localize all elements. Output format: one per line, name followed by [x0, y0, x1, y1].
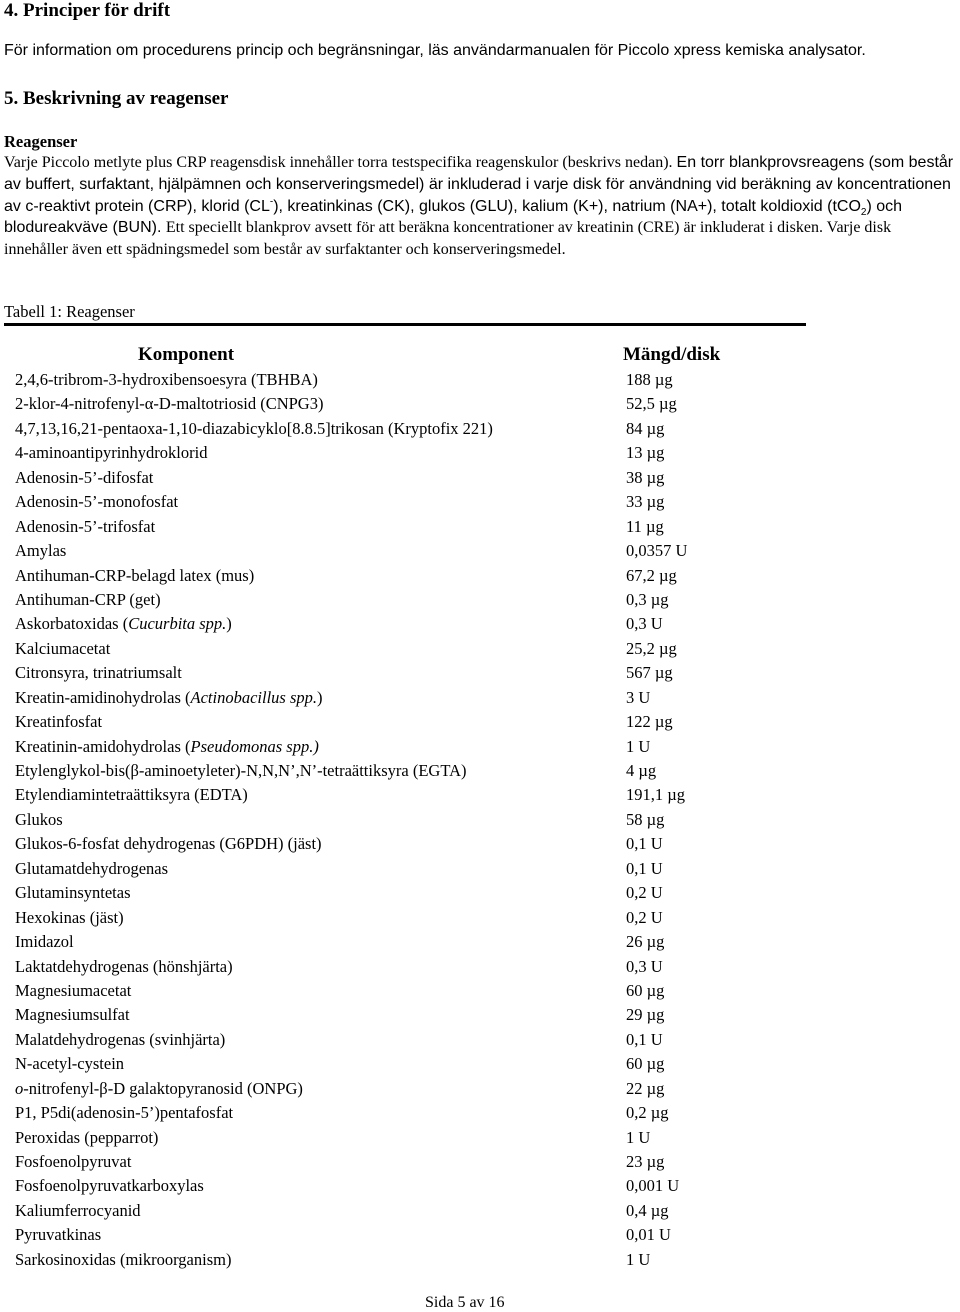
component-text: Citronsyra, trinatriumsalt: [15, 663, 182, 683]
component-text: Glukos: [15, 809, 63, 829]
table-row: [0, 663, 960, 687]
component-text: Sarkosinoxidas (mikroorganism): [15, 1249, 232, 1269]
page-number: Sida 5 av 16: [425, 1294, 505, 1311]
table-row: [0, 419, 960, 443]
amount-per-disk: 0,2 U: [626, 883, 663, 903]
component-text: Kreatin-amidinohydrolas (: [15, 687, 191, 707]
table-caption: Tabell 1: Reagenser: [4, 302, 135, 321]
component-name: [15, 712, 102, 732]
amount-per-disk: 0,1 U: [626, 834, 663, 854]
component-text: Peroxidas (pepparrot): [15, 1127, 159, 1147]
table-row: [0, 639, 960, 663]
component-text: Fosfoenolpyruvatkarboxylas: [15, 1176, 204, 1196]
component-text: Pyruvatkinas: [15, 1225, 102, 1245]
table-row: [0, 981, 960, 1005]
component-name: [15, 468, 153, 488]
component-name: [15, 1128, 158, 1148]
component-name: [15, 443, 207, 463]
table-row: [0, 1250, 960, 1274]
table-row: [0, 859, 960, 883]
component-text: Imidazol: [15, 932, 74, 952]
table-row: [0, 614, 960, 638]
amount-per-disk: 0,2 U: [626, 907, 663, 927]
component-name: [15, 541, 66, 561]
amount-per-disk: 33 µg: [626, 492, 665, 512]
component-text: Laktatdehydrogenas (hönshjärta): [15, 956, 233, 976]
component-name: [15, 688, 323, 708]
table-row: [0, 1176, 960, 1200]
table-top-rule: [4, 323, 806, 326]
component-text: Antihuman-CRP (get): [15, 589, 161, 609]
table-row: [0, 443, 960, 467]
component-text: Kaliumferrocyanid: [15, 1200, 141, 1220]
component-text-suffix: ): [226, 614, 232, 634]
component-italic-text: o: [15, 1078, 24, 1098]
component-text: Antihuman-CRP-belagd latex (mus): [15, 565, 255, 585]
table-row: [0, 810, 960, 834]
amount-per-disk: 60 µg: [626, 980, 665, 1000]
table-row: [0, 688, 960, 712]
table-row: [0, 761, 960, 785]
table-row: [0, 908, 960, 932]
component-text: Fosfoenolpyruvat: [15, 1152, 132, 1171]
table-row: [0, 590, 960, 614]
component-italic-text: Cucurbita spp.: [128, 614, 227, 634]
column-header-amount: Mängd/disk: [623, 344, 721, 365]
amount-per-disk: 23 µg: [626, 1152, 665, 1171]
table-row: [0, 1128, 960, 1152]
table-row: [0, 1030, 960, 1054]
amount-per-disk: 0,4 µg: [626, 1200, 669, 1220]
amount-per-disk: 122 µg: [626, 712, 673, 732]
amount-per-disk: 191,1 µg: [626, 785, 686, 805]
component-text: P1, P5di(adenosin-5’)pentafosfat: [15, 1103, 234, 1123]
table-row: [0, 737, 960, 761]
table-row: [0, 468, 960, 492]
component-name: [15, 761, 467, 781]
component-name: [15, 1005, 130, 1025]
table-row: [0, 541, 960, 565]
component-name: [15, 663, 182, 683]
section-5-heading: 5. Beskrivning av reagenser: [4, 88, 229, 109]
component-name: [15, 908, 124, 928]
table-row: [0, 1201, 960, 1225]
co2-subscript: 2: [860, 206, 867, 218]
amount-per-disk: 0,001 U: [626, 1176, 680, 1196]
component-text: Glukos-6-fosfat dehydrogenas (G6PDH) (jäst): [15, 834, 322, 854]
component-name: [15, 1103, 233, 1123]
component-name: [15, 1176, 204, 1196]
amount-per-disk: 1 U: [626, 736, 651, 756]
component-name: [15, 834, 322, 854]
reagents-subheading: Reagenser: [4, 132, 78, 151]
component-name: [15, 810, 63, 830]
component-name: [15, 419, 493, 439]
component-name: [15, 614, 232, 634]
amount-per-disk: 29 µg: [626, 1005, 665, 1025]
reagents-text-2a: En torr blankprovsreagens (som består av buffert, surfaktant, hjälpämnen och konserveringsmedel) är inkluderad i varje disk för användning vid beräkning av koncentrationen av c-reaktivt protein (CRP), klorid (CL: [4, 154, 954, 215]
amount-per-disk: 0,01 U: [626, 1225, 671, 1245]
table-row: [0, 566, 960, 590]
component-italic-text: Actinobacillus spp.: [190, 687, 317, 707]
amount-per-disk: 3 U: [626, 687, 651, 707]
component-text: 4-aminoantipyrinhydroklorid: [15, 443, 208, 463]
component-name: [15, 1054, 124, 1074]
component-name: [15, 590, 161, 610]
component-name: [15, 1250, 231, 1270]
amount-per-disk: 22 µg: [626, 1078, 665, 1098]
component-name: [15, 883, 130, 903]
component-text: Glutaminsyntetas: [15, 883, 131, 903]
component-name: [15, 639, 110, 659]
component-text: Magnesiumacetat: [15, 980, 132, 1000]
component-name: [15, 1030, 225, 1050]
component-name: [15, 1201, 141, 1221]
amount-per-disk: 188 µg: [626, 370, 673, 389]
table-row: [0, 1054, 960, 1078]
table-row: [0, 785, 960, 809]
reagents-text-1: Varje Piccolo metlyte plus CRP reagensdisk innehåller torra testspecifika reagenskulor (beskrivs nedan).: [4, 154, 677, 171]
section-4-heading: 4. Principer för drift: [4, 0, 171, 21]
amount-per-disk: 26 µg: [626, 932, 665, 952]
table-row: [0, 712, 960, 736]
component-name: [15, 859, 168, 879]
component-text-suffix: -nitrofenyl-β-D galaktopyranosid (ONPG): [23, 1078, 303, 1098]
component-name: [15, 517, 155, 537]
table-row: [0, 883, 960, 907]
component-text: N-acetyl-cystein: [15, 1054, 125, 1074]
amount-per-disk: 1 U: [626, 1127, 651, 1147]
component-name: [15, 1079, 303, 1099]
amount-per-disk: 0,0357 U: [626, 541, 688, 561]
amount-per-disk: 67,2 µg: [626, 565, 677, 585]
component-text: Hexokinas (jäst): [15, 907, 124, 927]
component-name: [15, 785, 248, 805]
component-text: Adenosin-5’-monofosfat: [15, 492, 179, 512]
amount-per-disk: 13 µg: [626, 443, 665, 463]
table-row: [0, 1225, 960, 1249]
component-italic-text: Pseudomonas spp.): [190, 736, 319, 756]
amount-per-disk: 1 U: [626, 1249, 651, 1269]
component-name: [15, 394, 323, 414]
component-text: 4,7,13,16,21-pentaoxa-1,10-diazabicyklo[8.8.5]trikosan (Kryptofix 221): [15, 418, 493, 438]
component-text: Kreatinfosfat: [15, 712, 103, 732]
table-row: [0, 1005, 960, 1029]
amount-per-disk: 25,2 µg: [626, 638, 677, 658]
amount-per-disk: 0,2 µg: [626, 1103, 669, 1123]
component-text: 2-klor-4-nitrofenyl-α-D-maltotriosid (CNPG3): [15, 394, 324, 414]
reagents-text-3: Ett speciellt blankprov avsett för att beräkna koncentrationer av kreatinin (CRE) är inkluderat i disken. Varje disk innehåller även ett spädningsmedel som består av surfaktanter och konserveringsmedel.: [4, 219, 892, 259]
component-text: Magnesiumsulfat: [15, 1005, 130, 1025]
component-text-suffix: ): [317, 687, 323, 707]
component-name: [15, 492, 178, 512]
amount-per-disk: 0,3 U: [626, 614, 663, 634]
table-row: [0, 1079, 960, 1103]
component-name: [15, 566, 254, 586]
component-name: [15, 370, 318, 390]
amount-per-disk: 0,3 µg: [626, 589, 669, 609]
component-name: [15, 737, 319, 757]
component-name: [15, 932, 74, 952]
component-name: [15, 981, 131, 1001]
table-row: [0, 932, 960, 956]
amount-per-disk: 4 µg: [626, 761, 657, 780]
amount-per-disk: 52,5 µg: [626, 394, 677, 414]
table-row: [0, 492, 960, 516]
amount-per-disk: 11 µg: [626, 516, 664, 536]
component-text: 2,4,6-tribrom-3-hydroxibensoesyra (TBHBA): [15, 370, 318, 389]
component-name: [15, 1152, 131, 1172]
amount-per-disk: 84 µg: [626, 418, 665, 438]
component-text: Askorbatoxidas (: [15, 614, 129, 634]
table-row: [0, 1152, 960, 1176]
component-text: Kalciumacetat: [15, 638, 111, 658]
amount-per-disk: 0,3 U: [626, 956, 663, 976]
component-text: Adenosin-5’-trifosfat: [15, 516, 156, 536]
component-text: Adenosin-5’-difosfat: [15, 467, 154, 487]
reagents-text-2c: ) och blodureakväve (BUN).: [4, 197, 903, 237]
table-row: [0, 1103, 960, 1127]
table-row: [0, 370, 960, 394]
component-text: Etylenglykol-bis(β-aminoetyleter)-N,N,N’,N’-tetraättiksyra (EGTA): [15, 761, 467, 780]
amount-per-disk: 567 µg: [626, 663, 673, 683]
table-row: [0, 834, 960, 858]
chloride-superscript: -: [269, 196, 274, 208]
column-header-component: Komponent: [138, 344, 235, 365]
reagent-table: [0, 370, 960, 1274]
component-text: Kreatinin-amidohydrolas (: [15, 736, 191, 756]
component-text: Amylas: [15, 541, 67, 561]
component-name: [15, 1225, 101, 1245]
component-text: Glutamatdehydrogenas: [15, 858, 169, 878]
reagents-description: [4, 152, 954, 261]
table-row: [0, 957, 960, 981]
section-4-text: För information om procedurens princip och begränsningar, läs användarmanualen för Piccolo xpress kemiska analysator.: [4, 42, 866, 59]
table-row: [0, 394, 960, 418]
reagents-text-2b: ), kreatinkinas (CK), glukos (GLU), kalium (K+), natrium (NA+), totalt koldioxid (tCO: [273, 197, 861, 215]
table-row: [0, 517, 960, 541]
component-name: [15, 957, 233, 977]
amount-per-disk: 58 µg: [626, 809, 665, 829]
component-text: Malatdehydrogenas (svinhjärta): [15, 1029, 226, 1049]
amount-per-disk: 0,1 U: [626, 858, 663, 878]
amount-per-disk: 60 µg: [626, 1054, 665, 1074]
component-text: Etylendiamintetraättiksyra (EDTA): [15, 785, 248, 805]
amount-per-disk: 38 µg: [626, 467, 665, 487]
amount-per-disk: 0,1 U: [626, 1029, 663, 1049]
